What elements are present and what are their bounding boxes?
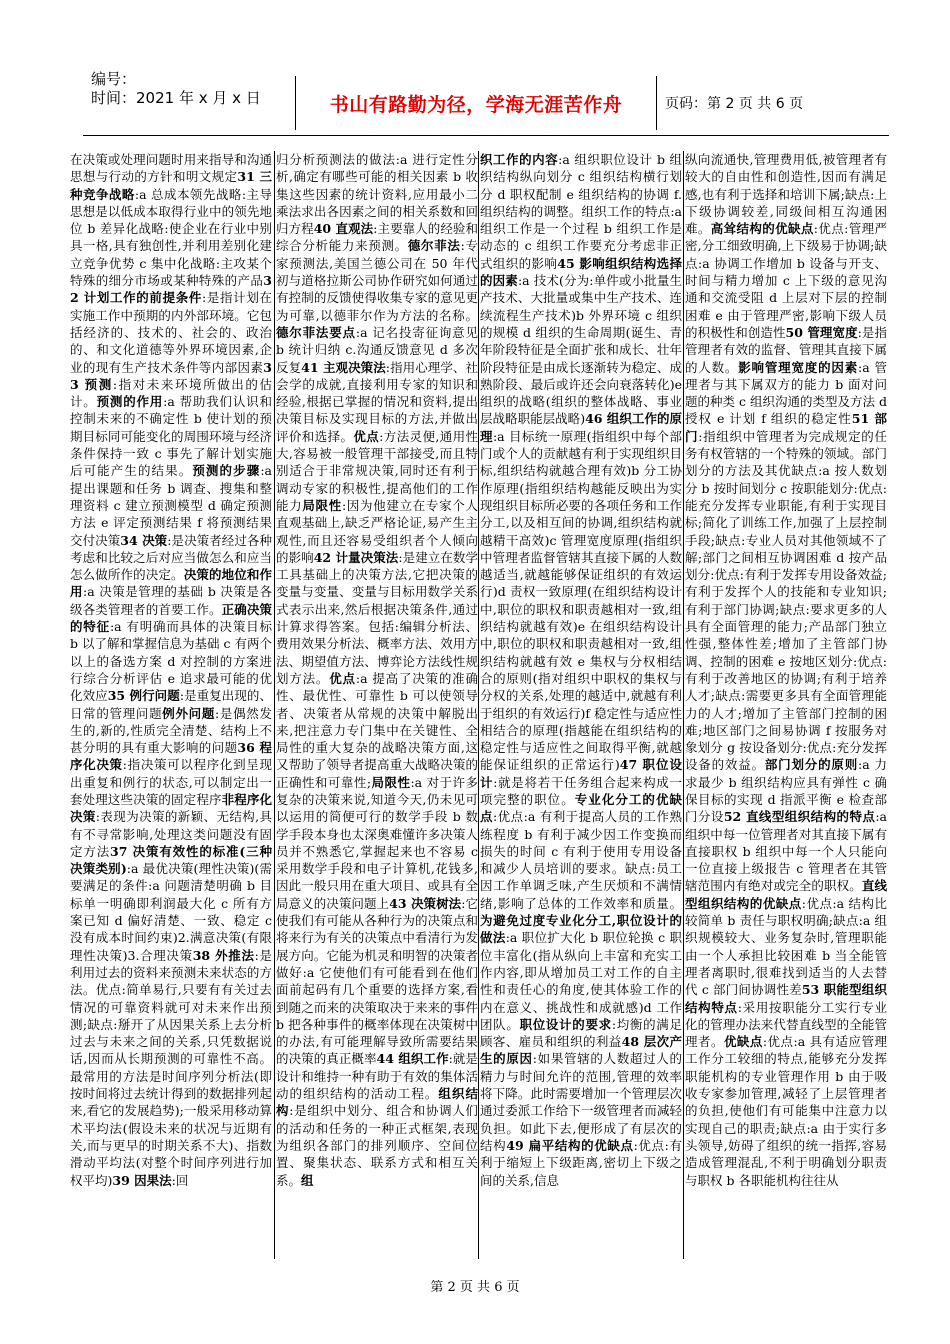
text-column-1: 在决策或处理问题时用来指导和沟通思想与行动的方针和明文规定31 三种竞争战略:a 总成本领先战略:主导思想是以低成本取得行业中的领先地位 b 差异化战略:使企业在行业中别具一格,具有独创性,并利用差别化建立竞争优势 c 集中化战略:主攻某个特殊的细分市场或某种特殊的产品32 计划工作的前提条件:是指计划在实施工作中预期的内外部环境。它包括经济的、技术的、社会的、政治的、和文化道德等外界环境因素,企业的现有生产技术条件等内部因素33 预测:指对未来环境所做出的估计。预测的作用:a 帮助我们认识和控制未来的不确定性 b 使计划的预期目标同可能变化的周围环境与经济条件保持一致 c 事先了解计划实施后可能产生的结果。预测的步骤:a 提出课题和任务 b 调查、搜集和整理资料 c 建立预测模型 d 确定预测方法 e 评定预测结果 f 将预测结果交付决策34 决策:是决策者经过各种考虑和比较之后对应当做怎么和应当怎么做所作的决定。决策的地位和作用:a 决策是管理的基础 b 决策是各级各类管理者的首要工作。正确决策的特征:a 有明确而具体的决策目标 b 以了解和掌握信息为基础 c 有两个以上的备选方案 d 对控制的方案进行综合分析评估 e 追求最可能的优化效应35 例行问题:是重复出现的、日常的管理问题例外问题:是偶然发生的,新的,性质完全清楚、结构上不甚分明的具有重大影响的问题36 程序化决策:指决策可以程序化到呈现出重复和例行的状态,可以制定出一套处理这些决策的固定程序非程序化决策:表现为决策的新颖、无结构,具有不寻常影响,处理这类问题没有固定方法37 决策有效性的标准(三种决策类别):a 最优决策(理性决策)(需要满足的条件:a 问题清楚明确 b 目标单一明确即利润最大化 c 所有方案已知 d 偏好清楚、一致、稳定 c 没有成本时间约束)2.满意决策(有限理性决策)3.合理决策38 外推法:是利用过去的资料来预测未来状态的方法。优点:简单易行,只要有有关过去情况的可靠资料就可对未来作出预测;缺点:掰开了从因果关系上去分析过去与未来之间的关系,只凭数据说话,因而从长期预测的可靠性不高。最常用的方法是时间序列分析法(即按时间将过去统计得到的数据排列起来,看它的发展趋势);一般采用移动算术平均法(假设未来的状况与近期有关,而与更早的时期关系不大)、指数滑动平均法(对整个时间序列进行加权平均)39 因果法:回 (70, 152, 272, 1188)
text-column-3: 织工作的内容:a 组织职位设计 b 组织结构纵向划分 c 组织结构横行划分 d 职权配制 e 组织结构的协调 f.组织结构的调整。组织工作的特点:a 组织工作是一个过程 b 组织工作是动态的 c 组织工作要充分考虑非正式组织的影响45 影响组织结构选择的因素:a 技术(分为:单件或小批量生产技术、大批量或集中生产技术、连续流程生产技术)b 外界环境 c 组织的规模 d 组织的生命周期(诞生、青年阶段特征是全面扩张和成长、壮年阶段特征是由成长逐渐转为稳定、成熟阶段、最后或许还会向衰落转化)e 组织的战略(组织的整体战略、事业层战略职能层战略)46 组织工作的原理:a 目标统一原理(指组织中每个部门或个人的贡献越有利于实现组织目标,组织结构就越合理有效)b 分工协作原理(指组织结构越能反映出为实现组织目标所必要的各项任务和工作分工,以及相互间的协调,组织结构就越精干高效)c 管理宽度原理(指组织中管理者监督管辖其直接下属的人数越适当,就越能够保证组织的有效运行)d 责权一致原理(在组织结构设计中,职位的职权和职责越相对一致,组织结构就越有效)e 在组织结构设计中,职位的职权和职责越相对一致,组织结构就越有效 e 集权与分权相结合的原则(指对组织中职权的集权与分权的关系,处理的越适中,就越有利于组织的有效运行)f 稳定性与适应性相结合的原理(指越能在组织结构的稳定性与适应性之间取得平衡,就越能保证组织的正常运行)47 职位设计:就是将若干任务组合起来构成一项完整的职位。专业化分工的优缺点:优点:a 有利于提高人员的工作熟练程度 b 有利于减少因工作变换而损失的时间 c 有利于使用专用设备和减少人员培训的要求。缺点:员工因工作单调乏味,产生厌烦和不满情绪,影响了总体的工作效率和质量。为避免过度专业化分工,职位设计的做法:a 职位扩大化 b 职位轮换 c 职位丰富化(指从纵向上丰富和充实工作内容,即从增加员工对工作的自主性和责任心的角度,使其体验工作的内在意义、挑战性和成就感)d 工作团队。职位设计的要求:均衡的满足顾客、雇员和组织的利益48 层次产生的原因:如果管辖的人数超过人的精力与时间允许的范围,管理的效率将下降。此时需要增加一个管理层次通过委派工作给下一级管理者而减轻负担。如此下去,便形成了有层次的结构49 扁平结构的优缺点:优点:有利于缩短上下级距离,密切上下级之间的关系,信息 (480, 152, 682, 1188)
text-column-2: 归分析预测法的做法:a 进行定性分析,确定有哪些可能的相关因素 b 收集这些因素的统计资料,应用最小二乘法求出各因素之间的相关系数和回归方程40 直观法:主要靠人的经验和综合分析能力来预测。德尔菲法:专家预测法,美国兰德公司在 50 年代初与道格拉斯公司协作研究如何通过有控制的反馈使得收集专家的意见更为可靠,以德菲尔作为方法的名称。德尔菲法要点:a 记名投寄征询意见 b 统计归纳 c.沟通反馈意见 d 多次反复41 主观决策法:指用心理学、社会学的成就,直接利用专家的知识和经验,根据已掌握的情况和资料,提出决策目标及实现目标的方法,并做出评价和选择。优点:方法灵便,通用性大,容易被一般管理干部接受,而且特别适合于非常规决策,同时还有利于调动专家的积极性,提高他们的工作能力局限性:因为他建立在专家个人直观基础上,缺乏严格论证,易产生主观性,而且还容易受组织者个人倾向的影响42 计量决策法:是建立在数学工具基础上的决策方法,它把决策的变量与变量、变量与目标用数学关系式表示出来,然后根据决策条件,通过计算求得答案。包括:编辑分析法、费用效果分析法、概率方法、效用方法、期望值方法、博弈论方法线性规划方法。优点:a 提高了决策的准确性、最优性、可靠性 b 可以使领导者、决策者从常规的决策中解脱出来,把注意力专门集中在关键性、全局性的重大复杂的战略决策方面,这又帮助了领导者提高重大战略决策的正确性和可靠性;局限性:a 对于许多复杂的决策来说,知道今天,仍未见可以运用的简便可行的数学手段 b 数学手段本身也太深奥难懂许多决策人员并不熟悉它,掌握起来也不容易 c 采用数学手段和电子计算机,花钱多,因此一般只用在重大项目、或具有全局意义的决策问题上43 决策树法:它使我们有可能从各种行为的决策点和将来行为有关的决策点中看清行为发展方向。它能为机灵和明智的决策者做好:a 它使他们有可能看到在他们面前起码有几个重要的选择方案,看到随之而来的决策取决于来来的事件 b 把各种事件的概率体现在决策树中的办法,有可能理解导致所需要结果的决策的真正概率44 组织工作:就是设计和维持一种有助于有效的集体活动的组织结构的活动工程。组织结构:是组织中划分、组合和协调人们的活动和任务的一种正式框架,表现为组织各部门的排列顺序、空间位置、聚集状态、联系方式和相互关系。组 (276, 152, 478, 1188)
header-page-info: 页码：第 2 页 共 6 页 (665, 96, 804, 112)
page-header (83, 68, 889, 136)
header-motto: 书山有路勤为径，学海无涯苦作舟 (329, 94, 623, 116)
number-label: 编号： (91, 70, 137, 88)
text-column-4: 纵向流通快,管理费用低,被管理者有较大的自由性和创造性,因而有满足感,也有利于选择和培训下属;缺点:上下级协调较差,同级间相互沟通困难。高耸结构的优缺点:优点:管理严密,分工细致明确,上下级易于协调;缺点:a 协调工作增加 b 设备与开支、时间与精力增加 c 上下级的意见沟通和交流受阻 d 上层对下层的控制困难 e 由于管理严密,影响下级人员的积极性和创造性50 管理宽度:是指管理者有效的监督、管理其直接下属的人数。影响管理宽度的因素:a 管理者与其下属双方的能力 b 面对问题的种类 c 组织沟通的类型及方法 d 授权 e 计划 f 组织的稳定性51 部门:指组织中管理者为完成规定的任务有权管辖的一个特殊的领域。部门划分的方法及其优缺点:a 按人数划分 b 按时间划分 c 按职能划分:优点:能充分发挥专业职能,有利于实现目标;简化了训练工作,加强了上层控制手段;缺点:专业人员对其他领域不了解;部门之间相互协调困难 d 按产品划分:优点:有利于发挥专用设备效益;有利于发挥个人的技能和专业知识;有利于部门协调;缺点:要求更多的人具有全面管理的能力;产品部门独立性强,整体性差;增加了主管部门协调、控制的困难 e 按地区划分:优点:有利于改善地区的协调;有利于培养人才;缺点:需要更多具有全面管理能力的人才;增加了主管部门控制的困难;地区部门之间易协调 f 按服务对象划分 g 按设备划分:优点:充分发挥设备的效益。部门划分的原则:a 力求最少 b 组织结构应具有弹性 c 确保目标的实现 d 指派平衡 e 检查部门分设52 直线型组织结构的特点:a 组织中每一位管理者对其直接下属有直接职权 b 组织中每一个人只能向一位直接上级报告 c 管理者在其管辖范围内有绝对或完全的职权。直线型组织结构的优缺点:优点:a 结构比较简单 b 责任与职权明确;缺点:a 组织规模较大、业务复杂时,管理职能由一个人承担比较困难 b 当全能管理者离职时,很难找到适当的人去替代 c 部门间协调性差53 职能型组织结构特点:采用按职能分工实行专业化的管理办法来代替直线型的全能管理者。优缺点:优点:a 具有适应管理工作分工较细的特点,能够充分发挥职能机构的专业管理作用 b 由于吸收专家参加管理,减轻了上层管理者的负担,使他们有可能集中注意力以实现自己的职责;缺点:a 由于实行多头领导,妨碍了组织的统一指挥,容易造成管理混乱,不利于明确划分职责与职权 b 各职能机构往往从 (685, 152, 887, 1188)
column-separator-1 (274, 151, 275, 1259)
body-columns (68, 151, 887, 1259)
header-meta (91, 70, 261, 108)
header-divider-right (656, 76, 657, 130)
page-footer: 第 2 页 共 6 页 (430, 1280, 520, 1295)
header-rule (83, 135, 889, 136)
column-separator-2 (478, 151, 479, 1259)
column-separator-3 (683, 151, 684, 1259)
header-divider-left (295, 76, 296, 130)
time-label: 时间：2021 年 x 月 x 日 (91, 89, 261, 107)
